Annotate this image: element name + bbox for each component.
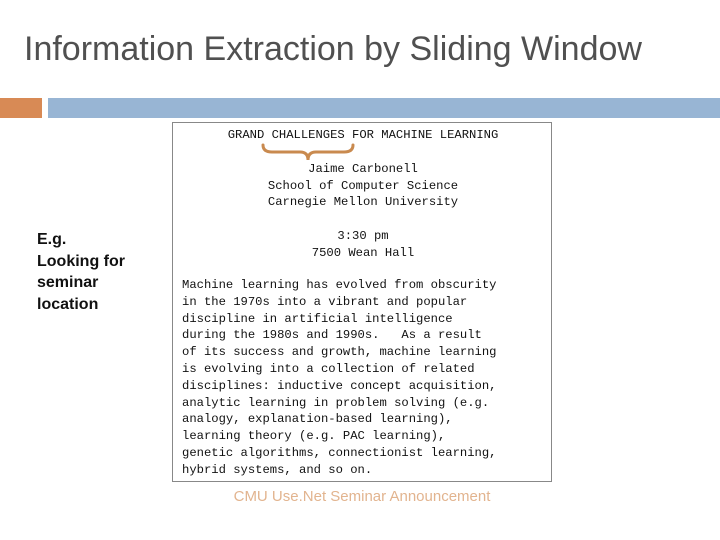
document-location: 7500 Wean Hall xyxy=(311,246,415,260)
document-university: Carnegie Mellon University xyxy=(267,195,459,209)
document-time: 3:30 pm xyxy=(337,229,389,243)
body-line: learning theory (e.g. PAC learning), xyxy=(182,429,446,444)
body-line: analogy, explanation-based learning), xyxy=(182,412,453,427)
document-body xyxy=(182,277,497,479)
document-heading: GRAND CHALLENGES FOR MACHINE LEARNING xyxy=(227,128,499,142)
curly-brace-icon xyxy=(260,143,356,163)
body-line: of its success and growth, machine learning xyxy=(182,345,497,360)
body-line: is evolving into a collection of related xyxy=(182,361,475,376)
side-label: E.g. Looking for seminar location xyxy=(37,231,125,313)
body-line: genetic algorithms, connectionist learning, xyxy=(182,445,497,460)
document-speaker: Jaime Carbonell xyxy=(308,162,418,176)
document-department: School of Computer Science xyxy=(267,179,459,193)
accent-bar-blue xyxy=(48,98,720,118)
body-line: disciplines: inductive concept acquisition, xyxy=(182,378,497,393)
slide-title: Information Extraction by Sliding Window xyxy=(24,30,642,68)
body-line: hybrid systems, and so on. xyxy=(182,462,373,477)
body-line: discipline in artificial intelligence xyxy=(182,311,453,326)
body-line: Machine learning has evolved from obscurity xyxy=(182,278,497,292)
body-line: in the 1970s into a vibrant and popular xyxy=(182,294,468,309)
accent-bar-orange xyxy=(0,98,42,118)
slide-caption: CMU Use.Net Seminar Announcement xyxy=(233,488,491,505)
seminar-document xyxy=(172,122,552,482)
body-line: during the 1980s and 1990s. As a result xyxy=(182,328,482,343)
body-line: analytic learning in problem solving (e.g. xyxy=(182,395,490,410)
